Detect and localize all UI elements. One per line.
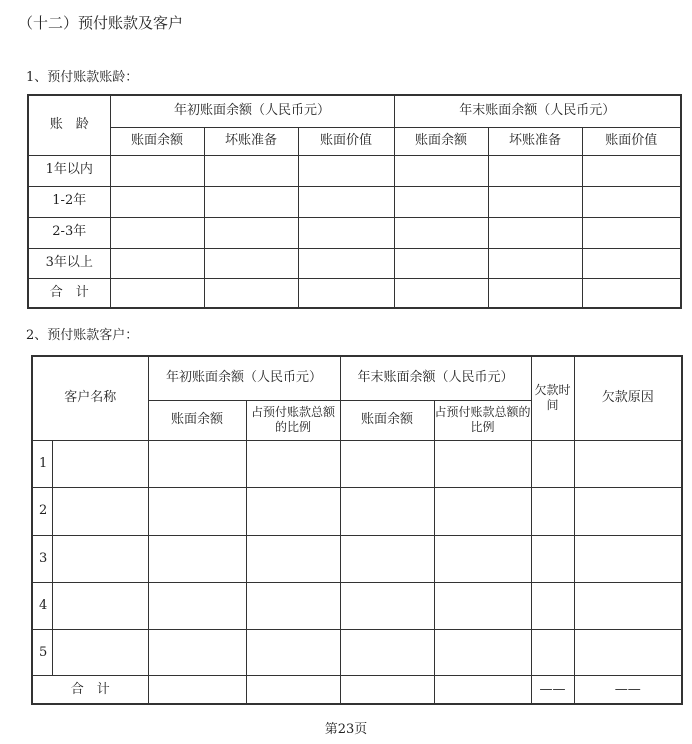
aging-total-label: 合 计 [28,278,110,308]
customers-group-start: 年初账面余额（人民币元） [148,356,340,400]
customers-cell[interactable] [148,440,246,487]
aging-cell[interactable] [582,155,681,186]
customers-cell[interactable] [148,630,246,676]
aging-cell[interactable] [394,217,488,248]
customers-cell[interactable] [246,676,340,704]
aging-cell[interactable] [394,155,488,186]
aging-group-end: 年末账面余额（人民币元） [394,95,681,127]
customers-cell[interactable] [340,440,434,487]
aging-subheader: 账面价值 [298,127,394,155]
aging-cell[interactable] [204,155,298,186]
aging-total-row [28,278,681,308]
aging-cell[interactable] [110,278,204,308]
customers-subheader: 占预付账款总额的比例 [246,400,340,440]
customers-cell[interactable] [434,676,531,704]
aging-cell[interactable] [298,248,394,278]
aging-subheader: 坏账准备 [204,127,298,155]
aging-cell[interactable] [582,278,681,308]
aging-cell[interactable] [110,186,204,217]
customers-subheader: 账面余额 [340,400,434,440]
customers-cell[interactable] [574,440,682,487]
customers-table [31,355,683,705]
customers-cell[interactable] [531,535,574,582]
customers-cell[interactable] [434,440,531,487]
aging-cell[interactable] [298,155,394,186]
aging-cell[interactable] [582,217,681,248]
customers-cell[interactable] [148,676,246,704]
customers-cell[interactable] [531,440,574,487]
aging-cell[interactable] [298,217,394,248]
customers-total-label: 合 计 [32,676,148,704]
customers-cell[interactable] [434,488,531,535]
customers-row [32,630,682,676]
page-number: 第23页 [324,722,368,737]
customers-cell[interactable] [52,488,148,535]
customers-total-time: —— [531,676,574,704]
customers-row-number: 5 [32,630,52,676]
aging-cell[interactable] [582,248,681,278]
customers-row [32,488,682,535]
aging-row [28,217,681,248]
customers-cell[interactable] [574,488,682,535]
aging-subheader: 坏账准备 [488,127,582,155]
aging-cell[interactable] [298,278,394,308]
customers-subheader: 占预付账款总额的比例 [434,400,531,440]
aging-cell[interactable] [110,155,204,186]
customers-total-row [32,676,682,704]
customers-row-number: 1 [32,440,52,487]
customers-row [32,440,682,487]
aging-cell[interactable] [488,248,582,278]
customers-cell[interactable] [574,582,682,629]
customers-row [32,535,682,582]
customers-cell[interactable] [148,582,246,629]
customers-cell[interactable] [340,630,434,676]
customers-cell[interactable] [531,630,574,676]
customers-cell[interactable] [246,630,340,676]
aging-header-age: 账 龄 [28,95,110,155]
aging-row [28,155,681,186]
customers-cell[interactable] [531,582,574,629]
aging-cell[interactable] [582,186,681,217]
aging-cell[interactable] [394,278,488,308]
aging-cell[interactable] [204,248,298,278]
aging-cell[interactable] [204,186,298,217]
customers-cell[interactable] [52,440,148,487]
aging-section-label: 1、预付账款账龄： [26,70,139,85]
aging-cell[interactable] [488,186,582,217]
customers-cell[interactable] [340,488,434,535]
aging-cell[interactable] [204,217,298,248]
customers-cell[interactable] [246,582,340,629]
customers-cell[interactable] [148,535,246,582]
customers-cell[interactable] [574,535,682,582]
customers-cell[interactable] [340,535,434,582]
aging-cell[interactable] [488,155,582,186]
aging-row-label: 2-3年 [28,217,110,248]
aging-cell[interactable] [110,248,204,278]
aging-cell[interactable] [488,217,582,248]
aging-cell[interactable] [394,248,488,278]
aging-cell[interactable] [394,186,488,217]
aging-row-label: 3年以上 [28,248,110,278]
customers-cell[interactable] [246,535,340,582]
customers-cell[interactable] [148,488,246,535]
aging-subheader: 账面价值 [582,127,681,155]
customers-row-number: 4 [32,582,52,629]
customers-cell[interactable] [574,630,682,676]
customers-row-number: 2 [32,488,52,535]
aging-cell[interactable] [204,278,298,308]
customers-cell[interactable] [434,535,531,582]
customers-header-name: 客户名称 [32,356,148,440]
customers-cell[interactable] [52,630,148,676]
customers-header-overdue-time: 欠款时间 [531,356,574,440]
customers-cell[interactable] [340,582,434,629]
customers-cell[interactable] [434,582,531,629]
page-heading: （十二）预付账款及客户 [18,14,184,32]
customers-total-reason: —— [574,676,682,704]
customers-group-end: 年末账面余额（人民币元） [340,356,531,400]
aging-cell[interactable] [110,217,204,248]
aging-subheader: 账面余额 [110,127,204,155]
customers-cell[interactable] [52,535,148,582]
aging-group-start: 年初账面余额（人民币元） [110,95,394,127]
customers-row-number: 3 [32,535,52,582]
customers-cell[interactable] [340,676,434,704]
customers-cell[interactable] [246,440,340,487]
aging-row-label: 1年以内 [28,155,110,186]
aging-subheader: 账面余额 [394,127,488,155]
customers-section-label: 2、预付账款客户： [26,328,139,343]
customers-cell[interactable] [52,582,148,629]
aging-row [28,248,681,278]
aging-row [28,186,681,217]
customers-cell[interactable] [434,630,531,676]
aging-table [27,94,682,309]
aging-cell[interactable] [488,278,582,308]
customers-cell[interactable] [246,488,340,535]
customers-row [32,582,682,629]
customers-header-overdue-reason: 欠款原因 [574,356,682,440]
aging-cell[interactable] [298,186,394,217]
customers-cell[interactable] [531,488,574,535]
customers-subheader: 账面余额 [148,400,246,440]
aging-row-label: 1-2年 [28,186,110,217]
